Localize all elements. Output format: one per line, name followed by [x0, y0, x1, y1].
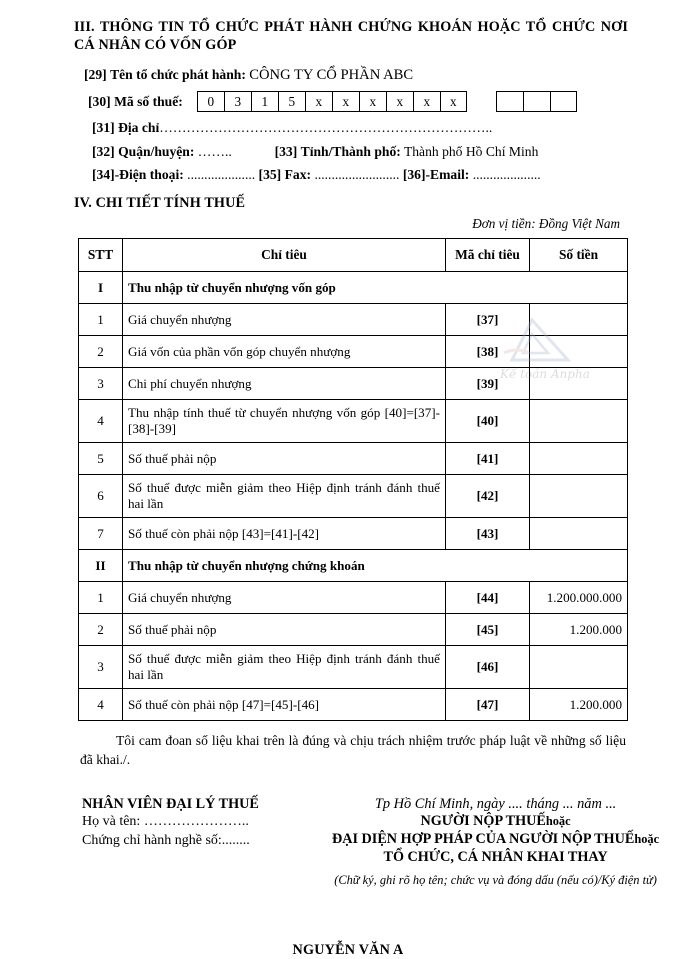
field-36-code: [36]	[402, 167, 426, 183]
tax-code-digit[interactable]: x	[332, 91, 359, 112]
cell-item-amount[interactable]	[530, 443, 628, 475]
taxpayer-signature-block	[332, 795, 663, 889]
cell-item-code: [37]	[446, 304, 530, 336]
field-33-label: Tỉnh/Thành phố:	[300, 143, 401, 159]
cell-item-code: [44]	[446, 582, 530, 614]
tax-detail-table	[78, 238, 628, 721]
field-30-code: [30]	[88, 93, 111, 109]
cell-stt: II	[79, 550, 123, 582]
field-29-issuer-name	[78, 66, 628, 85]
field-35-value: .........................	[314, 167, 400, 183]
taxpayer-title-line-2-main: ĐẠI DIỆN HỢP PHÁP CỦA NGƯỜI NỘP THUẾ	[332, 830, 635, 847]
taxpayer-title-line-2	[332, 831, 659, 849]
field-29-value: CÔNG TY CỔ PHẦN ABC	[249, 66, 414, 83]
field-34-value: ....................	[187, 167, 256, 183]
cell-item-name: Giá vốn của phần vốn góp chuyển nhượng	[123, 336, 446, 368]
field-35-code: [35]	[258, 167, 282, 183]
field-34-35-36-contact	[78, 166, 628, 184]
cell-item-amount[interactable]	[530, 368, 628, 400]
table-row	[79, 272, 628, 304]
cell-item-code: [47]	[446, 689, 530, 721]
cell-stt: 2	[79, 336, 123, 368]
field-30-label-wrap	[88, 94, 183, 110]
field-33-code: [33]	[274, 143, 298, 159]
field-32-33-district-province	[78, 143, 628, 161]
cell-item-code: [43]	[446, 518, 530, 550]
cell-item-name: Số thuế còn phải nộp [43]=[41]-[42]	[123, 518, 446, 550]
field-30-label: Mã số thuế:	[114, 93, 183, 109]
field-32-code: [32]	[92, 143, 115, 159]
cell-stt: 4	[79, 400, 123, 443]
field-32-value: ……..	[197, 143, 232, 159]
cell-item-name: Giá chuyển nhượng	[123, 304, 446, 336]
tax-code-suffix-digit[interactable]	[550, 91, 577, 112]
currency-unit-note: Đơn vị tiền: Đồng Việt Nam	[472, 216, 620, 232]
field-36-label: -Email:	[425, 167, 470, 183]
taxpayer-title-line-1-main: NGƯỜI NỘP THUẾ	[420, 812, 546, 829]
field-32-label: Quận/huyện:	[118, 143, 195, 159]
cell-item-name: Chi phí chuyển nhượng	[123, 368, 446, 400]
table-header-row	[79, 239, 628, 272]
cell-item-code: [46]	[446, 646, 530, 689]
cell-section-title: Thu nhập từ chuyển nhượng chứng khoán	[123, 550, 628, 582]
cell-section-title: Thu nhập từ chuyển nhượng vốn góp	[123, 272, 628, 304]
tax-code-suffix-digit[interactable]	[496, 91, 523, 112]
cell-item-code: [45]	[446, 614, 530, 646]
tax-agent-certificate-field[interactable]: Chứng chỉ hành nghề số:........	[82, 832, 250, 848]
cell-item-amount[interactable]	[530, 400, 628, 443]
signer-printed-name: NGUYỄN VĂN A	[292, 942, 404, 959]
field-31-value: ………………………………………………………………..	[159, 119, 493, 135]
cell-stt: 3	[79, 646, 123, 689]
table-body	[79, 272, 628, 721]
tax-code-boxes-primary	[197, 91, 467, 112]
cell-stt: 2	[79, 614, 123, 646]
tax-code-digit[interactable]: x	[386, 91, 413, 112]
section-4-heading: IV. CHI TIẾT TÍNH THUẾ	[74, 194, 246, 211]
field-34-label: -Điện thoại:	[114, 167, 184, 183]
cell-item-amount[interactable]	[530, 646, 628, 689]
cell-item-amount[interactable]	[530, 336, 628, 368]
tax-agent-signature-block	[78, 795, 332, 889]
table-row	[79, 614, 628, 646]
field-29-code: [29]	[84, 66, 107, 82]
cell-item-name: Số thuế được miễn giảm theo Hiệp định tránh đánh thuế hai lần	[123, 475, 446, 518]
commitment-paragraph: Tôi cam đoan số liệu khai trên là đúng và chịu trách nhiệm trước pháp luật về những số liệu đã khai./.	[80, 733, 626, 767]
cell-item-name: Số thuế phải nộp	[123, 614, 446, 646]
tax-agent-name-field[interactable]: Họ và tên: …………………..	[82, 814, 249, 830]
table-row	[79, 582, 628, 614]
col-header-stt: STT	[79, 239, 123, 272]
cell-item-amount[interactable]: 1.200.000	[530, 614, 628, 646]
table-row	[79, 550, 628, 582]
field-34-code: [34]	[92, 167, 115, 183]
cell-item-name: Số thuế phải nộp	[123, 443, 446, 475]
tax-code-boxes-suffix	[496, 91, 577, 112]
taxpayer-title-line-1-small: hoặc	[545, 813, 571, 828]
cell-stt: 5	[79, 443, 123, 475]
taxpayer-title-line-2-small: hoặc	[634, 831, 660, 846]
cell-item-code: [38]	[446, 336, 530, 368]
table-row	[79, 646, 628, 689]
cell-item-amount[interactable]	[530, 304, 628, 336]
cell-item-amount[interactable]	[530, 475, 628, 518]
cell-stt: 1	[79, 582, 123, 614]
cell-stt: 4	[79, 689, 123, 721]
place-and-date: Tp Hồ Chí Minh, ngày .... tháng ... năm ...	[374, 795, 617, 812]
tax-code-suffix-digit[interactable]	[523, 91, 550, 112]
field-31-label: Địa chỉ	[118, 119, 160, 135]
cell-item-amount[interactable]: 1.200.000.000	[530, 582, 628, 614]
taxpayer-title-line-1	[332, 813, 659, 831]
field-30-tax-code-row	[78, 91, 628, 113]
col-header-code: Mã chỉ tiêu	[446, 239, 530, 272]
cell-item-amount[interactable]	[530, 518, 628, 550]
col-header-item: Chỉ tiêu	[123, 239, 446, 272]
table-row	[79, 336, 628, 368]
field-29-label: Tên tổ chức phát hành:	[110, 66, 246, 82]
cell-stt: 3	[79, 368, 123, 400]
cell-item-name: Giá chuyển nhượng	[123, 582, 446, 614]
signature-area	[78, 795, 660, 889]
field-33-value: Thành phố Hồ Chí Minh	[403, 143, 539, 159]
cell-item-code: [39]	[446, 368, 530, 400]
tax-code-digit[interactable]: x	[305, 91, 332, 112]
cell-stt: 7	[79, 518, 123, 550]
taxpayer-title-line-3: TỔ CHỨC, CÁ NHÂN KHAI THAY	[383, 848, 608, 865]
tax-code-digit[interactable]: 1	[251, 91, 278, 112]
tax-code-digit[interactable]: 3	[224, 91, 251, 112]
signature-instruction: (Chữ ký, ghi rõ họ tên; chức vụ và đóng dấu (nếu có)/Ký điện tử)	[334, 873, 657, 888]
tax-code-digit[interactable]: 0	[197, 91, 224, 112]
watermark-text: Kế toán Anpha	[500, 367, 590, 381]
field-31-code: [31]	[92, 119, 115, 135]
section-3-heading: III. THÔNG TIN TỔ CHỨC PHÁT HÀNH CHỨNG KHOÁN HOẶC TỔ CHỨC NƠI CÁ NHÂN CÓ VỐN GÓP	[74, 19, 628, 54]
table-row	[79, 400, 628, 443]
tax-code-digit[interactable]: x	[359, 91, 386, 112]
col-header-amount: Số tiền	[530, 239, 628, 272]
cell-item-code: [41]	[446, 443, 530, 475]
table-row	[79, 304, 628, 336]
table-row	[79, 475, 628, 518]
cell-stt: 1	[79, 304, 123, 336]
table-row	[79, 368, 628, 400]
cell-item-name: Số thuế còn phải nộp [47]=[45]-[46]	[123, 689, 446, 721]
table-row	[79, 518, 628, 550]
table-row	[79, 689, 628, 721]
cell-stt: I	[79, 272, 123, 304]
cell-item-code: [42]	[446, 475, 530, 518]
cell-item-amount[interactable]: 1.200.000	[530, 689, 628, 721]
field-35-label: Fax:	[284, 167, 312, 183]
cell-item-code: [40]	[446, 400, 530, 443]
cell-item-name: Thu nhập tính thuế từ chuyển nhượng vốn góp [40]=[37]-[38]-[39]	[123, 400, 446, 443]
cell-item-name: Số thuế được miễn giảm theo Hiệp định tránh đánh thuế hai lần	[123, 646, 446, 689]
field-36-value: ....................	[472, 167, 541, 183]
table-head	[79, 239, 628, 272]
table-row	[79, 443, 628, 475]
tax-code-digit[interactable]: x	[440, 91, 467, 112]
tax-code-digit[interactable]: 5	[278, 91, 305, 112]
field-31-address	[78, 119, 628, 137]
tax-code-digit[interactable]: x	[413, 91, 440, 112]
tax-agent-title: NHÂN VIÊN ĐẠI LÝ THUẾ	[82, 795, 259, 812]
cell-stt: 6	[79, 475, 123, 518]
